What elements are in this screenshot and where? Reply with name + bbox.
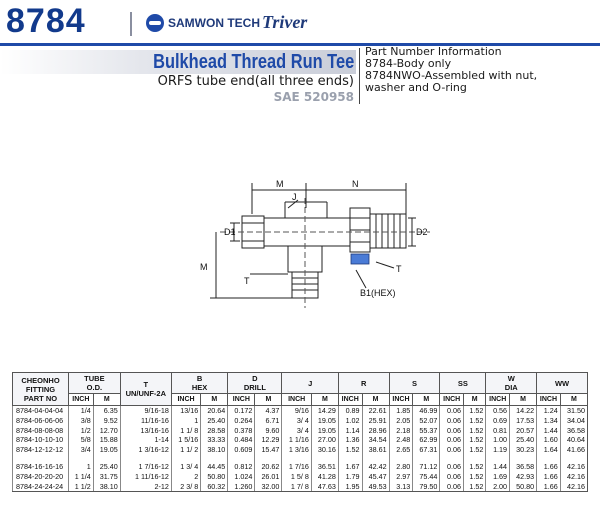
subheader-inch: INCH: [69, 394, 94, 406]
header-hex-label: HEX: [191, 383, 208, 392]
table-cell: 4.37: [255, 406, 282, 416]
table-cell: 42.16: [560, 472, 587, 482]
dim-label-d2: D2: [416, 227, 428, 237]
subheader-inch: INCH: [282, 394, 311, 406]
header-t: [120, 373, 171, 406]
table-cell: 0.484: [228, 435, 255, 445]
table-cell: 50.80: [201, 472, 228, 482]
header-r: R: [338, 373, 389, 394]
table-row: [13, 426, 588, 436]
product-subtitle: ORFS tube end(all three ends): [157, 74, 354, 89]
header-divider: [130, 12, 132, 36]
table-cell: [486, 455, 510, 462]
table-cell: 1.66: [537, 472, 561, 482]
table-cell: 42.93: [510, 472, 537, 482]
table-cell: [311, 455, 338, 462]
table-row: [13, 472, 588, 482]
table-cell: 14.22: [510, 406, 537, 416]
table-cell: 12.29: [255, 435, 282, 445]
table-cell: 0.06: [440, 462, 464, 472]
subheader-m: M: [311, 394, 338, 406]
header-partno: PART NO: [23, 393, 58, 403]
table-cell: 1 1/2: [69, 482, 94, 492]
table-cell: 25.40: [510, 435, 537, 445]
table-cell: 55.37: [413, 426, 440, 436]
table-cell: 33.33: [201, 435, 228, 445]
table-cell: 1 3/ 4: [171, 462, 200, 472]
table-cell: 32.00: [255, 482, 282, 492]
table-cell: 0.06: [440, 406, 464, 416]
table-cell: 13/16-16: [120, 426, 171, 436]
table-cell: [171, 455, 200, 462]
table-cell: [464, 455, 486, 462]
table-cell: 46.99: [413, 406, 440, 416]
table-cell: 1.52: [464, 406, 486, 416]
table-cell: 44.45: [201, 462, 228, 472]
table-cell: [413, 455, 440, 462]
header-w-dia: [486, 373, 537, 394]
table-row: [13, 416, 588, 426]
table-cell: 0.56: [486, 406, 510, 416]
table-cell: 22.61: [362, 406, 389, 416]
standard-label: SAE 520958: [273, 90, 354, 104]
subheader-m: M: [464, 394, 486, 406]
table-cell: 34.54: [362, 435, 389, 445]
table-cell: 28.96: [362, 426, 389, 436]
table-cell: 19.05: [311, 426, 338, 436]
table-cell: 12.70: [93, 426, 120, 436]
header-w-label: W: [507, 374, 515, 383]
part-number-cell: 8784-10-10-10: [13, 435, 69, 445]
table-cell: 38.10: [201, 445, 228, 455]
part-number-cell: 8784-24-24-24: [13, 482, 69, 492]
header-tube-od: [69, 373, 121, 394]
table-cell: [201, 455, 228, 462]
table-cell: 38.61: [362, 445, 389, 455]
table-cell: 19.05: [93, 445, 120, 455]
table-cell: 1.52: [464, 416, 486, 426]
table-cell: 36.58: [510, 462, 537, 472]
part-info-line: washer and O-ring: [365, 81, 467, 94]
table-cell: 1 3/16-12: [120, 445, 171, 455]
dim-label-d1: D1: [224, 227, 236, 237]
header: [0, 0, 600, 44]
table-cell: 1 1/ 8: [171, 426, 200, 436]
table-cell: [282, 455, 311, 462]
header-b-label: B: [196, 374, 203, 383]
table-cell: 71.12: [413, 462, 440, 472]
table-cell: 36.51: [311, 462, 338, 472]
table-cell: 6.35: [93, 406, 120, 416]
table-cell: 0.812: [228, 462, 255, 472]
subheader-m: M: [560, 394, 587, 406]
table-cell: 17.53: [510, 416, 537, 426]
table-cell: 9.60: [255, 426, 282, 436]
table-cell: 14.29: [311, 406, 338, 416]
table-cell: 1.44: [537, 426, 561, 436]
table-cell: 2: [171, 472, 200, 482]
table-cell: 1 7/ 8: [282, 482, 311, 492]
part-number-cell: 8784-16-16-16: [13, 462, 69, 472]
header-b-hex: [171, 373, 227, 394]
header-tube: TUBE: [84, 374, 105, 383]
dim-label-t-right: T: [396, 264, 402, 274]
subheader-m: M: [201, 394, 228, 406]
table-cell: 1 1/ 2: [171, 445, 200, 455]
table-cell: 1.66: [537, 482, 561, 492]
table-cell: 20.64: [201, 406, 228, 416]
dim-label-b1-hex: B1(HEX): [360, 288, 396, 298]
table-cell: 62.99: [413, 435, 440, 445]
table-cell: 25.40: [93, 462, 120, 472]
table-cell: [338, 455, 362, 462]
table-cell: 36.58: [560, 426, 587, 436]
table-cell: 1.02: [338, 416, 362, 426]
header-dia-label: DIA: [504, 383, 518, 392]
table-row: [13, 462, 588, 472]
table-cell: 1.34: [537, 416, 561, 426]
table-cell: 19.05: [311, 416, 338, 426]
table-cell: 1-14: [120, 435, 171, 445]
table-cell: [120, 455, 171, 462]
table-cell: 1.24: [537, 406, 561, 416]
table-cell: 1.52: [464, 426, 486, 436]
table-cell: 1: [69, 462, 94, 472]
technical-drawing: [180, 178, 440, 318]
brand-samwon: SAMWON TECH: [168, 16, 260, 30]
table-cell: 2.80: [389, 462, 413, 472]
table-cell: 2 3/ 8: [171, 482, 200, 492]
table-cell: 1.14: [338, 426, 362, 436]
subheader-inch: INCH: [228, 394, 255, 406]
table-cell: 0.06: [440, 426, 464, 436]
table-cell: 1.52: [464, 462, 486, 472]
table-cell: 0.378: [228, 426, 255, 436]
part-number-cell: 8784-20-20-20: [13, 472, 69, 482]
table-cell: 9.52: [93, 416, 120, 426]
table-cell: 1/2: [69, 426, 94, 436]
table-cell: 1.64: [537, 445, 561, 455]
table-cell: 75.44: [413, 472, 440, 482]
table-cell: 0.81: [486, 426, 510, 436]
table-cell: 38.10: [93, 482, 120, 492]
subheader-m: M: [362, 394, 389, 406]
table-cell: 41.66: [560, 445, 587, 455]
table-cell: 1 11/16-12: [120, 472, 171, 482]
table-cell: 5/8: [69, 435, 94, 445]
dim-label-m-side: M: [200, 262, 208, 272]
table-cell: 1.85: [389, 406, 413, 416]
table-cell: 1 7/16-12: [120, 462, 171, 472]
table-cell: 1.79: [338, 472, 362, 482]
table-cell: 2.05: [389, 416, 413, 426]
table-cell: 42.16: [560, 462, 587, 472]
header-d-drill: [228, 373, 282, 394]
table-cell: 30.16: [311, 445, 338, 455]
table-cell: 0.06: [440, 472, 464, 482]
table-cell: 0.264: [228, 416, 255, 426]
product-title: Bulkhead Thread Run Tee: [152, 51, 354, 73]
table-cell: 2.97: [389, 472, 413, 482]
table-cell: [440, 455, 464, 462]
table-cell: 1.69: [486, 472, 510, 482]
table-cell: 28.58: [201, 426, 228, 436]
table-cell: 20.62: [255, 462, 282, 472]
table-cell: 2.48: [389, 435, 413, 445]
header-d-label: D: [252, 374, 258, 383]
dim-label-t-left: T: [244, 276, 250, 286]
table-cell: 1 1/4: [69, 472, 94, 482]
table-cell: 1.52: [464, 482, 486, 492]
title-block: [0, 46, 362, 106]
header-od: O.D.: [86, 383, 103, 392]
table-cell: 1: [171, 416, 200, 426]
table-cell: 47.63: [311, 482, 338, 492]
table-cell: 25.91: [362, 416, 389, 426]
subheader-inch: INCH: [338, 394, 362, 406]
table-cell: 31.75: [93, 472, 120, 482]
subheader-inch: INCH: [537, 394, 561, 406]
table-cell: 1 5/ 8: [282, 472, 311, 482]
header-j: J: [282, 373, 338, 394]
header-fitting: FITTING: [25, 384, 56, 394]
table-cell: 50.80: [510, 482, 537, 492]
table-cell: 1.36: [338, 435, 362, 445]
table-cell: 2-12: [120, 482, 171, 492]
table-cell: 25.40: [201, 416, 228, 426]
table-cell: 9/16-18: [120, 406, 171, 416]
table-cell: 2.18: [389, 426, 413, 436]
table-cell: 1.52: [464, 435, 486, 445]
subheader-inch: INCH: [486, 394, 510, 406]
table-cell: 0.69: [486, 416, 510, 426]
table-cell: 30.23: [510, 445, 537, 455]
table-cell: 6.71: [255, 416, 282, 426]
table-cell: 15.88: [93, 435, 120, 445]
dimension-table: [12, 372, 588, 492]
table-cell: 1.52: [464, 445, 486, 455]
subheader-inch: INCH: [389, 394, 413, 406]
header-t-label: T: [143, 380, 149, 389]
table-cell: [389, 455, 413, 462]
table-cell: 3/ 4: [282, 426, 311, 436]
title-divider: [359, 48, 360, 104]
table-cell: [228, 455, 255, 462]
table-cell: [255, 455, 282, 462]
table-cell: 79.50: [413, 482, 440, 492]
table-cell: 67.31: [413, 445, 440, 455]
table-row: [13, 435, 588, 445]
table-cell: 1.260: [228, 482, 255, 492]
table-cell: 1.66: [537, 462, 561, 472]
part-number-cell: 8784-04-04-04: [13, 406, 69, 416]
table-cell: 2.00: [486, 482, 510, 492]
table-cell: 15.47: [255, 445, 282, 455]
table-cell: 2.65: [389, 445, 413, 455]
part-info-line: 8784-Body only: [365, 57, 452, 70]
table-cell: 1 3/16: [282, 445, 311, 455]
table-cell: 52.07: [413, 416, 440, 426]
part-number-heading: 8784: [6, 2, 86, 40]
header-unf-label: UN/UNF-2A: [125, 389, 167, 398]
subheader-m: M: [255, 394, 282, 406]
subheader-m: M: [413, 394, 440, 406]
part-number-cell: 8784-12-12-12: [13, 445, 69, 455]
header-part-no: [13, 373, 69, 406]
part-number-cell: 8784-08-08-08: [13, 426, 69, 436]
table-cell: 49.53: [362, 482, 389, 492]
dimension-table-wrapper: [12, 372, 588, 492]
header-ss: SS: [440, 373, 486, 394]
brand-triver: Triver: [262, 12, 308, 32]
table-cell: 1 1/16: [282, 435, 311, 445]
table-cell: 1.60: [537, 435, 561, 445]
table-cell: 0.172: [228, 406, 255, 416]
table-cell: 0.89: [338, 406, 362, 416]
table-cell: 0.06: [440, 416, 464, 426]
dim-label-m-top: M: [276, 179, 284, 189]
table-cell: 26.01: [255, 472, 282, 482]
table-cell: 9/16: [282, 406, 311, 416]
header-ww: WW: [537, 373, 588, 394]
header-cheonho: CHEONHO: [21, 375, 60, 385]
part-info-heading: Part Number Information: [365, 45, 502, 58]
header-s: S: [389, 373, 440, 394]
table-cell: 42.42: [362, 462, 389, 472]
table-spacer-row: [13, 455, 588, 462]
table-cell: 1.024: [228, 472, 255, 482]
table-cell: 1.95: [338, 482, 362, 492]
table-cell: 41.28: [311, 472, 338, 482]
table-cell: 34.04: [560, 416, 587, 426]
table-cell: [362, 455, 389, 462]
dimension-table-body: [13, 406, 588, 492]
part-info-line: 8784NWO-Assembled with nut,: [365, 69, 538, 82]
table-cell: 1 5/16: [171, 435, 200, 445]
subheader-inch: INCH: [440, 394, 464, 406]
part-number-info: [365, 46, 597, 94]
part-number-cell: 8784-06-06-06: [13, 416, 69, 426]
header-drill-label: DRILL: [243, 383, 266, 392]
table-cell: 1.52: [464, 472, 486, 482]
table-cell: 1/4: [69, 406, 94, 416]
table-cell: 3/ 4: [282, 416, 311, 426]
table-cell: 3/4: [69, 445, 94, 455]
table-cell: 27.00: [311, 435, 338, 445]
samwon-logo-icon: [146, 14, 164, 32]
table-cell: [560, 455, 587, 462]
table-cell: 0.06: [440, 482, 464, 492]
table-cell: 1.00: [486, 435, 510, 445]
table-cell: [537, 455, 561, 462]
table-cell: 0.609: [228, 445, 255, 455]
subheader-m: M: [510, 394, 537, 406]
subheader-inch: INCH: [171, 394, 200, 406]
table-cell: 31.50: [560, 406, 587, 416]
table-cell: 0.06: [440, 445, 464, 455]
table-cell: 11/16-16: [120, 416, 171, 426]
washer-shape: [351, 254, 369, 264]
table-cell: 60.32: [201, 482, 228, 492]
table-row: [13, 445, 588, 455]
table-row: [13, 482, 588, 492]
table-cell: 0.06: [440, 435, 464, 445]
table-cell: 1.67: [338, 462, 362, 472]
table-cell: [93, 455, 120, 462]
dim-label-j: J: [292, 192, 297, 202]
table-cell: 1.19: [486, 445, 510, 455]
table-cell: [510, 455, 537, 462]
table-cell: [69, 455, 94, 462]
table-cell: 20.57: [510, 426, 537, 436]
subheader-m: M: [93, 394, 120, 406]
table-cell: 3/8: [69, 416, 94, 426]
table-cell: 1 7/16: [282, 462, 311, 472]
table-cell: 3.13: [389, 482, 413, 492]
table-cell: 1.44: [486, 462, 510, 472]
dim-label-n: N: [352, 179, 359, 189]
table-cell: 40.64: [560, 435, 587, 445]
table-row: [13, 406, 588, 416]
table-cell: 45.47: [362, 472, 389, 482]
table-cell: 1.52: [338, 445, 362, 455]
table-cell: [13, 455, 69, 462]
table-cell: 42.16: [560, 482, 587, 492]
table-cell: 13/16: [171, 406, 200, 416]
